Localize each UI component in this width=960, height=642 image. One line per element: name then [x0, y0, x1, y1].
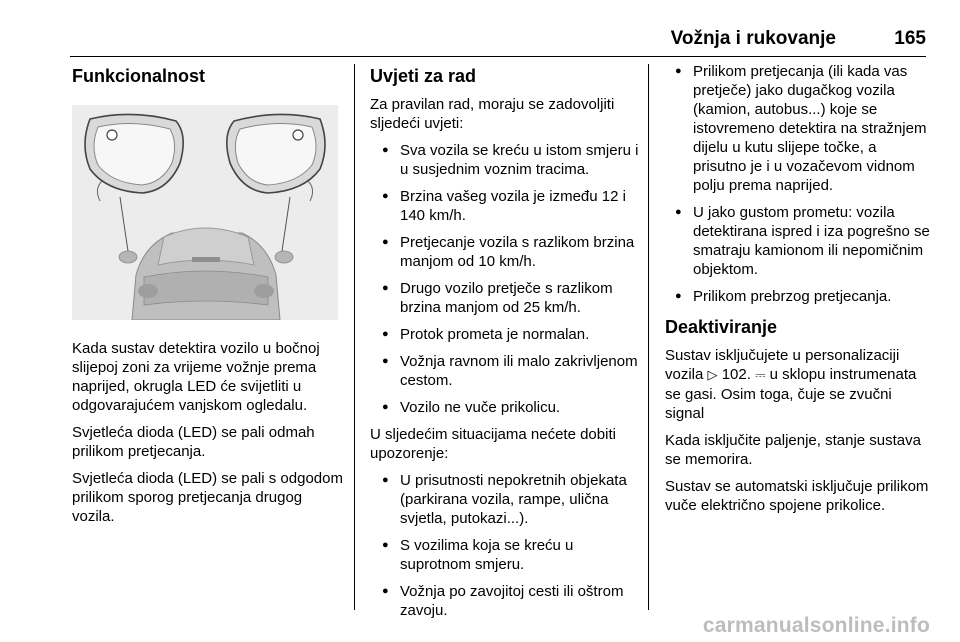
list-item: ● S vozilima koja se kreću u suprotnom smjeru.: [370, 536, 640, 574]
text: u sklopu instrumenata se gasi. Osim toga, čuje se zvučni signal: [665, 366, 917, 422]
page-reference[interactable]: 102.: [717, 366, 756, 383]
list-item: ● Drugo vozilo pretječe s razlikom brzina manjom od 25 km/h.: [370, 279, 640, 317]
paragraph: Kada isključite paljenje, stanje sustava se memorira.: [665, 432, 921, 468]
paragraph: Kada sustav detektira vozilo u bočnoj slijepoj zoni za vrijeme vožnje prema naprijed, okrugla LED će svijetliti u odgovarajućem vanjskom ogledalu.: [72, 340, 320, 414]
section-heading-uvjeti: Uvjeti za rad: [370, 66, 477, 86]
list-item: ● Brzina vašeg vozila je između 12 i 140 km/h.: [370, 187, 640, 225]
watermark: carmanualsonline.info: [702, 614, 930, 637]
paragraph: Svjetleća dioda (LED) se pali s odgodom prilikom sporog pretjecanja drugog vozila.: [72, 470, 343, 525]
list-item: ● Prilikom pretjecanja (ili kada vas pretječe) jako dugačkog vozila (kamion, autobus...) koje se istovremeno detektira na stražnjem dijelu u kutu slijepe točke, a prisutno je i u vozačevom vidnom polju prema naprijed.: [665, 62, 931, 195]
list-item: ● U jako gustom prometu: vozila detektirana ispred i iza pogrešno se smatraju kamionom ili nepomičnim objektom.: [665, 203, 931, 279]
paragraph: Svjetleća dioda (LED) se pali odmah prilikom pretjecanja.: [72, 424, 315, 460]
list-item: ● Prilikom prebrzog pretjecanja.: [665, 287, 931, 306]
text: Sustav isključujete u personalizaciji vozila: [665, 347, 900, 383]
column-2: [370, 62, 640, 628]
paragraph: U sljedećim situacijama nećete dobiti upozorenje:: [370, 426, 616, 462]
list-item: ● U prisutnosti nepokretnih objekata (parkirana vozila, rampe, ulična svjetla, putokazi...).: [370, 471, 640, 528]
blind-spot-indicator-icon: ⎓: [755, 368, 766, 383]
list-item: ● Protok prometa je normalan.: [370, 325, 640, 344]
warnings-list-continued: [665, 62, 931, 306]
paragraph: [665, 346, 931, 423]
section-heading-funkcionalnost: Funkcionalnost: [72, 66, 206, 86]
column-3: [665, 62, 931, 523]
list-item: ● Pretjecanje vozila s razlikom brzina manjom od 10 km/h.: [370, 233, 640, 271]
section-heading-deaktiviranje: Deaktiviranje: [665, 317, 778, 337]
mirrors-car-illustration: [72, 105, 338, 320]
reference-arrow-icon: ▷: [707, 368, 718, 383]
column-divider: [354, 64, 355, 610]
column-1: [72, 62, 344, 534]
list-item: ● Sva vozila se kreću u istom smjeru i u susjednim voznim tracima.: [370, 141, 640, 179]
chapter-title: Vožnja i rukovanje: [670, 28, 836, 49]
conditions-list: [370, 141, 640, 417]
paragraph: Sustav se automatski isključuje prilikom vuče električno spojene prikolice.: [665, 478, 929, 514]
warnings-list: [370, 471, 640, 620]
list-item: ● Vožnja po zavojitoj cesti ili oštrom zavoju.: [370, 582, 640, 620]
list-item: ● Vožnja ravnom ili malo zakrivljenom cestom.: [370, 352, 640, 390]
page-header: [70, 22, 926, 57]
page-number: 165: [894, 28, 926, 49]
paragraph: Za pravilan rad, moraju se zadovoljiti sljedeći uvjeti:: [370, 96, 615, 132]
column-divider: [648, 64, 649, 610]
list-item: ● Vozilo ne vuče prikolicu.: [370, 398, 640, 417]
